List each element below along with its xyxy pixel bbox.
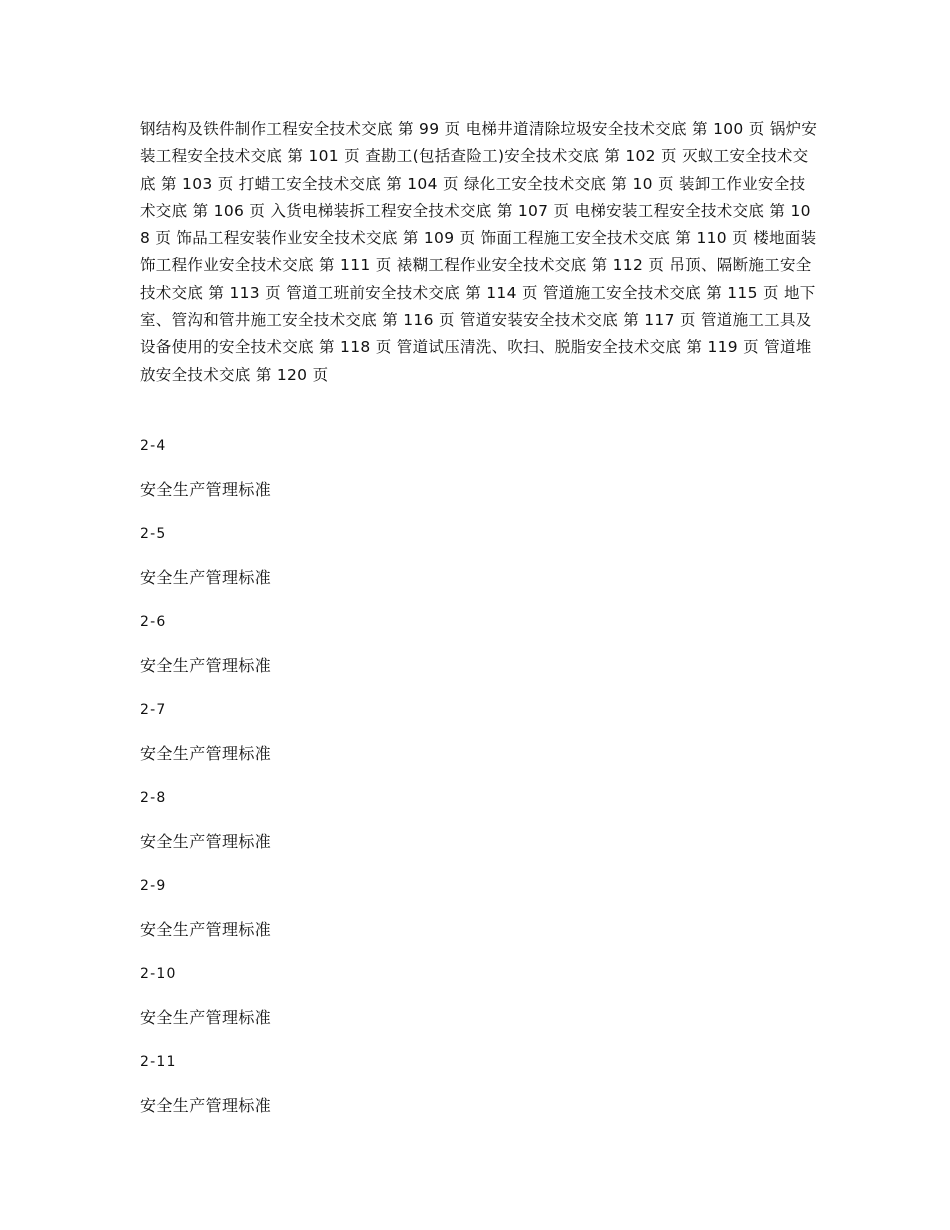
section-code: 2-7	[140, 702, 167, 718]
section-block	[140, 1046, 820, 1134]
section-title: 安全生产管理标准	[140, 832, 272, 851]
section-code: 2-6	[140, 614, 167, 630]
section-block	[140, 782, 820, 870]
section-code: 2-11	[140, 1054, 177, 1070]
section-code: 2-10	[140, 966, 177, 982]
section-block	[140, 606, 820, 694]
section-block	[140, 694, 820, 782]
section-list	[140, 430, 820, 1134]
section-title: 安全生产管理标准	[140, 1008, 272, 1027]
section-title: 安全生产管理标准	[140, 920, 272, 939]
section-block	[140, 958, 820, 1046]
section-code: 2-5	[140, 526, 167, 542]
section-title: 安全生产管理标准	[140, 568, 272, 587]
section-code: 2-4	[140, 438, 167, 454]
section-block	[140, 870, 820, 958]
section-title: 安全生产管理标准	[140, 744, 272, 763]
section-block	[140, 430, 820, 518]
toc-paragraph: 钢结构及铁件制作工程安全技术交底 第 99 页 电梯井道清除垃圾安全技术交底 第 100 页 锅炉安装工程安全技术交底 第 101 页 查勘工(包括查险工)安全技术交底 第 102 页 灭蚁工安全技术交底 第 103 页 打蜡工安全技术交底 第 104 页 绿化工安全技术交底 第 10 页 装卸工作业安全技术交底 第 106 页 入货电梯装拆工程安全技术交底 第 107 页 电梯安装工程安全技术交底 第 108 页 饰品工程安装作业安全技术交底 第 109 页 饰面工程施工安全技术交底 第 110 页 楼地面装饰工程作业安全技术交底 第 111 页 裱糊工程作业安全技术交底 第 112 页 吊顶、隔断施工安全技术交底 第 113 页 管道工班前安全技术交底 第 114 页 管道施工安全技术交底 第 115 页 地下室、管沟和管井施工安全技术交底 第 116 页 管道安装安全技术交底 第 117 页 管道施工工具及设备使用的安全技术交底 第 118 页 管道试压清洗、吹扫、脱脂安全技术交底 第 119 页 管道堆放安全技术交底 第 120 页	[140, 120, 818, 384]
section-title: 安全生产管理标准	[140, 480, 272, 499]
section-code: 2-9	[140, 878, 167, 894]
section-code: 2-8	[140, 790, 167, 806]
section-title: 安全生产管理标准	[140, 1096, 272, 1115]
section-title: 安全生产管理标准	[140, 656, 272, 675]
section-block	[140, 518, 820, 606]
